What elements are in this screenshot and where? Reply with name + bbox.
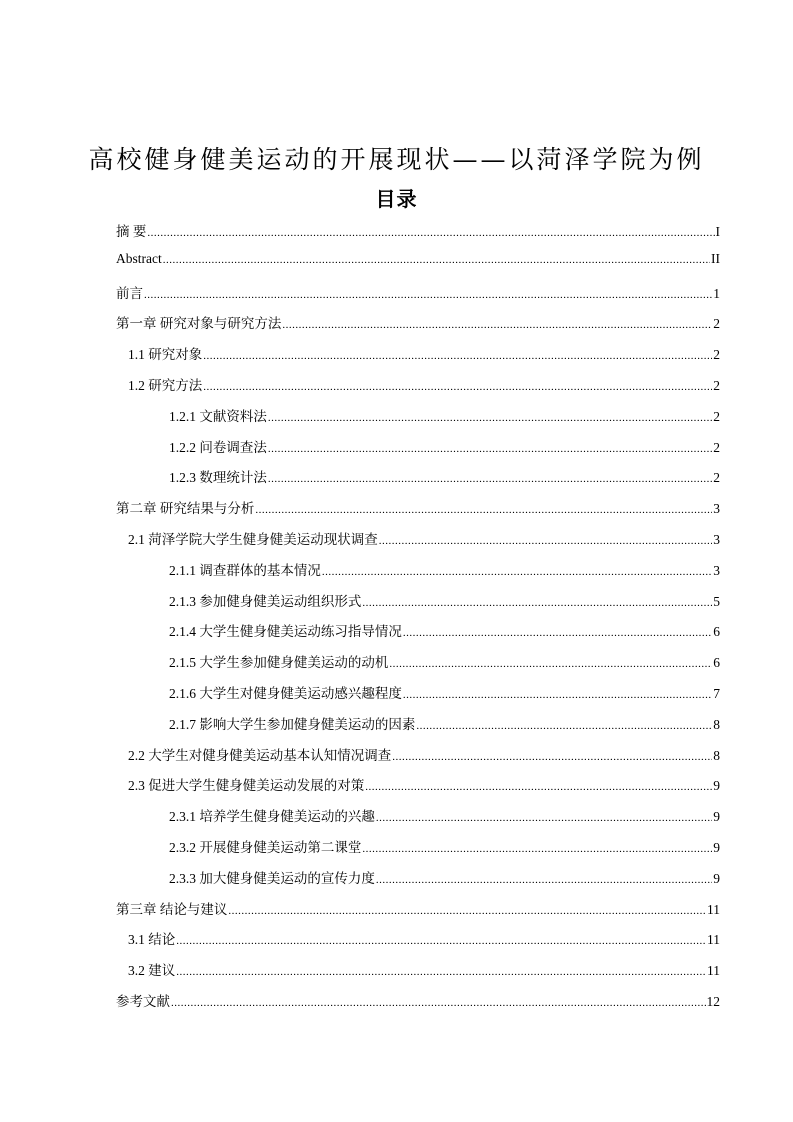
toc-dot-leader [376,812,712,824]
toc-entry-page-number: 2 [713,377,720,393]
toc-entry-page-number: 3 [713,562,720,578]
toc-entry[interactable] [116,774,720,805]
toc-entry-page-number: 9 [713,809,720,825]
toc-entry-title: 1.2.2 问卷调查法 [169,439,267,455]
toc-entry-page-number: 6 [713,624,720,640]
toc-dot-leader [176,966,706,978]
toc-entry[interactable] [116,836,720,867]
toc-entry-title: 2.1.7 影响大学生参加健身健美运动的因素 [169,716,416,732]
toc-entry[interactable] [116,867,720,898]
toc-entry-page-number: I [715,224,720,239]
toc-entry-page-number: 11 [707,932,720,948]
toc-entry-page-number: 9 [713,870,720,886]
toc-entry-title: 1.2 研究方法 [128,377,203,393]
toc-dot-leader [144,289,712,301]
toc-entry[interactable] [116,405,720,436]
toc-dot-leader [171,997,706,1009]
toc-entry-title: 2.3.1 培养学生健身健美运动的兴趣 [169,809,375,825]
toc-entry-title: 3.2 建议 [128,963,176,979]
toc-entry[interactable] [116,251,720,282]
toc-entry[interactable] [116,713,720,744]
document-title: 高校健身健美运动的开展现状——以菏泽学院为例 [88,145,705,174]
toc-entry[interactable] [116,343,720,374]
toc-entry-page-number: 11 [707,901,720,917]
toc-entry-title: 2.2 大学生对健身健美运动基本认知情况调查 [128,747,392,763]
toc-entry[interactable] [116,374,720,405]
toc-entry[interactable] [116,959,720,990]
toc-dot-leader [403,627,712,639]
toc-entry-title: 第三章 结论与建议 [116,901,228,917]
toc-entry-page-number: 12 [706,993,720,1009]
toc-dot-leader [362,597,712,609]
toc-entry-title: 2.3.3 加大健身健美运动的宣传力度 [169,870,375,886]
toc-dot-leader [268,473,712,485]
toc-entry-page-number: 2 [713,408,720,424]
toc-entry[interactable] [116,559,720,590]
toc-entry-page-number: 2 [713,439,720,455]
toc-dot-leader [365,781,712,793]
toc-dot-leader [268,443,712,455]
toc-entry-page-number: 2 [713,316,720,332]
toc-entry-page-number: 3 [713,501,720,517]
toc-dot-leader [389,658,712,670]
toc-entry-title: 前言 [116,285,143,301]
toc-dot-leader [416,720,712,732]
toc-entry-title: 2.1.3 参加健身健美运动组织形式 [169,593,362,609]
toc-entry-title: 3.1 结论 [128,932,176,948]
toc-entry[interactable] [116,466,720,497]
toc-dot-leader [203,381,712,393]
toc-entry-page-number: 2 [713,470,720,486]
toc-dot-leader [379,535,713,547]
toc-entry-page-number: 9 [713,839,720,855]
toc-entry[interactable] [116,898,720,929]
toc-dot-leader [176,935,706,947]
toc-dot-leader [147,227,714,239]
toc-entry[interactable] [116,497,720,528]
toc-entry[interactable] [116,928,720,959]
toc-dot-leader [203,350,712,362]
toc-entry-page-number: 9 [713,778,720,794]
toc-entry[interactable] [116,620,720,651]
toc-entry-title: 2.3.2 开展健身健美运动第二课堂 [169,839,362,855]
toc-entry-title: 摘 要 [116,224,147,239]
toc-entry-page-number: 3 [713,531,720,547]
toc-entry-page-number: 6 [713,655,720,671]
toc-entry[interactable] [116,436,720,467]
toc-entry[interactable] [116,651,720,682]
toc-dot-leader [228,905,706,917]
toc-entry-title: 2.1.4 大学生健身健美运动练习指导情况 [169,624,402,640]
toc-entry[interactable] [116,282,720,313]
toc-entry-title: 2.1.6 大学生对健身健美运动感兴趣程度 [169,685,402,701]
toc-entry-title: 1.1 研究对象 [128,347,203,363]
toc-entry[interactable] [116,528,720,559]
toc-entry-title: Abstract [116,250,162,266]
toc-entry[interactable] [116,220,720,251]
toc-entry-page-number: 11 [707,963,720,979]
toc-dot-leader [255,504,712,516]
toc-dot-leader [163,254,710,266]
toc-entry-title: 2.1.1 调查群体的基本情况 [169,562,321,578]
table-of-contents [116,220,720,1021]
toc-entry-title: 2.1 菏泽学院大学生健身健美运动现状调查 [128,531,378,547]
toc-entry-title: 1.2.3 数理统计法 [169,470,267,486]
toc-entry-title: 参考文献 [116,993,170,1009]
toc-entry-title: 1.2.1 文献资料法 [169,408,267,424]
toc-entry[interactable] [116,312,720,343]
toc-entry-title: 第二章 研究结果与分析 [116,501,255,517]
toc-entry[interactable] [116,744,720,775]
toc-entry-page-number: 1 [713,285,720,301]
toc-dot-leader [376,874,712,886]
toc-entry-title: 第一章 研究对象与研究方法 [116,316,282,332]
toc-entry[interactable] [116,682,720,713]
toc-entry-page-number: 8 [713,716,720,732]
toc-dot-leader [268,412,712,424]
toc-entry-title: 2.3 促进大学生健身健美运动发展的对策 [128,778,365,794]
toc-dot-leader [362,843,712,855]
toc-entry[interactable] [116,990,720,1021]
toc-dot-leader [322,566,712,578]
toc-entry[interactable] [116,805,720,836]
toc-entry[interactable] [116,590,720,621]
toc-entry-title: 2.1.5 大学生参加健身健美运动的动机 [169,655,389,671]
toc-entry-page-number: 7 [713,685,720,701]
toc-dot-leader [392,751,712,763]
toc-entry-page-number: II [711,250,720,266]
toc-dot-leader [282,319,712,331]
toc-entry-page-number: 2 [713,347,720,363]
toc-heading: 目录 [375,187,418,211]
toc-dot-leader [403,689,712,701]
toc-entry-page-number: 8 [713,747,720,763]
toc-entry-page-number: 5 [713,593,720,609]
